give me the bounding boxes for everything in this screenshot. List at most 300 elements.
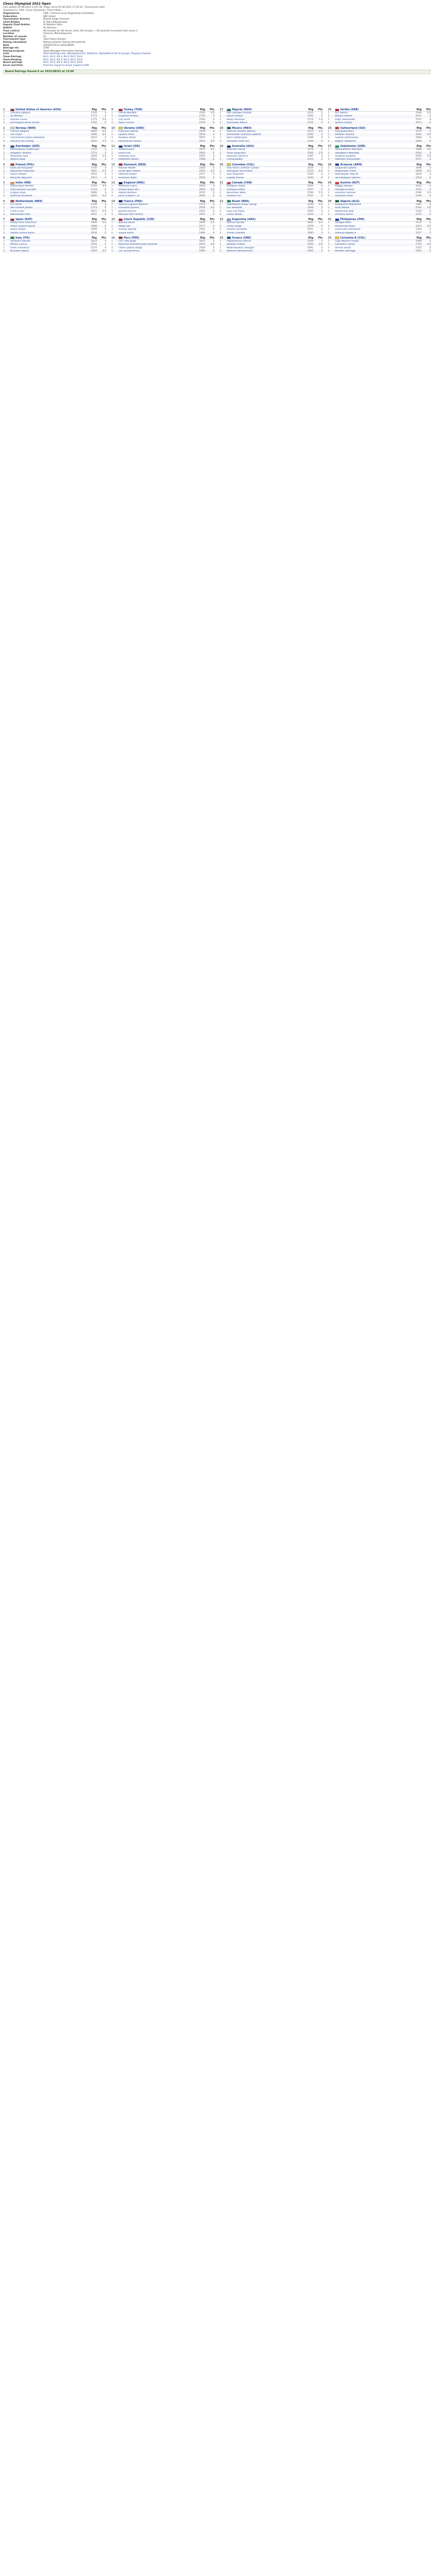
board-number: 2 bbox=[3, 151, 5, 155]
player-name-link[interactable]: Sargissian Gabriel bbox=[335, 166, 357, 170]
team-name-link[interactable]: Austria (AUT) bbox=[340, 181, 360, 185]
player-name-link[interactable]: Fier Alexandr bbox=[227, 207, 243, 210]
player-name-link[interactable]: Martinez Alcantara Jose Eduardo bbox=[119, 243, 157, 246]
player-name-link[interactable]: Adu Oladapo Olutola bbox=[227, 112, 252, 114]
player-name-link[interactable]: Peralta Fernando bbox=[227, 228, 247, 231]
player-name-link[interactable]: Arab Adlane bbox=[335, 207, 350, 210]
player-name-link[interactable]: Garcia Jan Emmanuel bbox=[335, 228, 361, 231]
player-rating: 2720 bbox=[199, 115, 205, 118]
team-name-link[interactable]: Netherlands (NED) bbox=[15, 199, 43, 203]
board-number: 3 bbox=[3, 246, 5, 249]
team-points-header: Pts bbox=[101, 108, 106, 111]
player-name-link[interactable]: Smith Bjorn Moller bbox=[119, 170, 141, 173]
player-name-link[interactable]: Aydin Gulsen bbox=[119, 122, 134, 125]
player-name-link[interactable]: Hansen Martin bbox=[119, 166, 136, 170]
flag-icon bbox=[10, 163, 14, 166]
player-name-link[interactable]: Leitao Rafael bbox=[227, 213, 242, 216]
board-number: 1 bbox=[3, 222, 5, 225]
board-number: 1 bbox=[111, 222, 113, 225]
board-number: 1 bbox=[3, 240, 5, 243]
player-name-link[interactable]: Markidis Konstantinos bbox=[227, 250, 253, 253]
player-name-link[interactable]: Lugo Navarro Felipe bbox=[335, 240, 359, 243]
player-name-link[interactable]: Bacrot Etienne bbox=[119, 210, 136, 213]
player-name-link[interactable]: Johansen Darryl K bbox=[227, 155, 248, 158]
player-score: 3.5 bbox=[102, 130, 106, 133]
player-name-link[interactable]: Korobov Anton bbox=[119, 137, 136, 140]
team-name-link[interactable]: Turkey (TUR) bbox=[124, 108, 143, 111]
board-number: 4 bbox=[3, 158, 5, 161]
player-name-link[interactable]: Anton Guijarro David bbox=[10, 225, 36, 228]
team-name-link[interactable]: Algeria (ALG) bbox=[340, 199, 360, 203]
team-seed: 23 bbox=[220, 218, 223, 222]
player-name-link[interactable]: Hernandez Guerrero Gilberto bbox=[227, 133, 261, 136]
player-score: 1.5 bbox=[427, 207, 431, 210]
team-name-link[interactable]: Argentina (ARG) bbox=[232, 218, 256, 222]
player-name-link[interactable]: Arenas David bbox=[335, 246, 351, 249]
player-name-link[interactable]: Yilmaz Mustafa bbox=[119, 112, 137, 114]
team-rating-header: Rtg bbox=[416, 236, 422, 240]
player-rating: 2557 bbox=[415, 158, 422, 161]
player-name-link[interactable]: L'Ami Erwin bbox=[10, 210, 24, 213]
player-name-link[interactable]: Sarana Alexey bbox=[335, 122, 352, 125]
player-name-link[interactable]: Sambuev Bator bbox=[227, 188, 245, 191]
player-name-link[interactable]: Supi Luis Paulo bbox=[227, 210, 245, 213]
info-value: IA (Various) bbox=[43, 26, 57, 29]
player-name-link[interactable]: Zermani Kamel bbox=[335, 213, 354, 216]
player-name-link[interactable]: Gelfand Boris bbox=[119, 148, 135, 151]
player-score: 2.5 bbox=[210, 207, 214, 210]
player-name-link[interactable]: Rios Alejandro bbox=[227, 173, 244, 176]
team-name-link[interactable]: Nigeria (NGR) bbox=[232, 108, 252, 111]
player-name-link[interactable]: Howell David W L bbox=[119, 188, 140, 191]
player-name-link[interactable]: Schreiner Peter bbox=[335, 195, 354, 198]
player-score: 2 bbox=[429, 240, 431, 243]
player-name-link[interactable]: Eljanov Pavel bbox=[119, 133, 135, 136]
team-block bbox=[328, 145, 431, 162]
player-name-link[interactable]: Bluvshtein Mark bbox=[227, 192, 246, 195]
flag-icon bbox=[227, 163, 231, 166]
flag-icon bbox=[119, 200, 123, 202]
player-score: 2 bbox=[321, 166, 323, 170]
player-name-link[interactable]: Vallejo Pons Francisco bbox=[10, 222, 37, 225]
tournament-links bbox=[3, 53, 431, 67]
team-header bbox=[111, 163, 214, 167]
team-name-link[interactable]: United States of America (USA) bbox=[15, 108, 61, 111]
player-name-link[interactable]: Ragger Markus bbox=[335, 185, 353, 188]
player-name-link[interactable]: Duda Jan-Krzysztof bbox=[10, 166, 33, 170]
player-name-link[interactable]: McShane Luke J bbox=[119, 185, 137, 188]
board-number: 4 bbox=[220, 195, 221, 198]
player-name-link[interactable]: Cori Tello Jorge bbox=[119, 240, 137, 243]
player-rating: 2561 bbox=[199, 228, 205, 231]
player-name-link[interactable]: Gukesh Dommaraju bbox=[335, 137, 359, 140]
player-name-link[interactable]: Bogner Sebastian bbox=[335, 140, 356, 143]
player-rating: 2652 bbox=[307, 185, 313, 188]
player-name-link[interactable]: Ter-Sahakyan Samvel bbox=[335, 176, 360, 179]
player-score: 2.5 bbox=[102, 155, 106, 158]
player-name-link[interactable]: Van Foreest Jorden bbox=[10, 207, 32, 210]
team-points-header: Pts bbox=[209, 236, 214, 240]
team-name-link[interactable]: Czech Republic (CZE) bbox=[124, 218, 155, 222]
player-rating: 2689 bbox=[91, 192, 97, 195]
board-number: 2 bbox=[328, 207, 329, 210]
player-name-link[interactable]: Indjic Aleksandar bbox=[335, 118, 356, 121]
player-name-link[interactable]: Gonzalez Camilo bbox=[335, 243, 355, 246]
flag-icon bbox=[119, 163, 123, 166]
player-name-link[interactable]: Abdusattorov Nodirbek bbox=[335, 148, 363, 151]
player-name-link[interactable]: Papaioannou Ioannis bbox=[227, 240, 252, 243]
board-number: 4 bbox=[220, 122, 221, 125]
player-name-link[interactable]: Bersamina Paulo bbox=[335, 225, 355, 228]
board-number: 3 bbox=[3, 210, 5, 213]
player-name-link[interactable]: Caruana Fabiano bbox=[10, 112, 30, 114]
player-score: 2 bbox=[429, 130, 431, 133]
player-name-link[interactable]: Erigaisi Arjun bbox=[10, 192, 26, 195]
team-points-header: Pts bbox=[101, 145, 106, 148]
link-value[interactable]: Rd.1, Rd.2, Rd.3, Rd.4, Rd.5, Rd.6 bbox=[43, 61, 82, 64]
team-name-link[interactable]: Serbia (SRB) bbox=[340, 108, 359, 111]
player-rating: 2623 bbox=[91, 240, 97, 243]
board-number: 3 bbox=[328, 173, 329, 176]
board-number: 3 bbox=[111, 118, 113, 121]
player-score: 2 bbox=[213, 246, 214, 249]
player-rating: 2569 bbox=[307, 240, 313, 243]
player-name-link[interactable]: Zhao Zong-Yuan bbox=[227, 151, 246, 155]
player-name-link[interactable]: Mareco Sandro bbox=[227, 222, 245, 225]
player-name-link[interactable]: Ivanchuk Vassily bbox=[119, 130, 138, 133]
player-name-link[interactable]: Brunello Sabino bbox=[10, 250, 29, 253]
player-name-link[interactable]: Zapata Alonso bbox=[227, 176, 244, 179]
player-score: 3 bbox=[213, 155, 214, 158]
team-name-link[interactable]: France (FRA) bbox=[124, 199, 143, 203]
player-name-link[interactable]: Rodriguez Vila Andres bbox=[227, 170, 253, 173]
team-name-link[interactable]: Greece (GRE) bbox=[232, 236, 252, 240]
team-block bbox=[328, 127, 431, 144]
player-name-link[interactable]: Piorun Kacper bbox=[10, 173, 27, 176]
player-name-link[interactable]: Diermair Andreas bbox=[335, 192, 356, 195]
player-name-link[interactable]: Shirov Alexei bbox=[10, 228, 26, 231]
player-name-link[interactable]: Cheng Bobby bbox=[227, 158, 243, 161]
team-block bbox=[220, 218, 323, 235]
player-rating: 2574 bbox=[91, 246, 97, 249]
player-name-link[interactable]: Petersen Jesper bbox=[119, 173, 137, 176]
team-name-link[interactable]: Philippines (PHI) bbox=[340, 218, 365, 222]
team-name-link[interactable]: India (IND) bbox=[15, 181, 31, 185]
player-name-link[interactable]: Ruiz Castillo Juan bbox=[227, 137, 247, 140]
team-points-header: Pts bbox=[209, 126, 214, 130]
team-name-link[interactable]: Italy (ITA) bbox=[15, 236, 30, 240]
player-name-link[interactable]: Cori Quispe Kevin bbox=[119, 250, 140, 253]
player-rating: 2584 bbox=[415, 140, 422, 143]
player-name-link[interactable]: Vachier-Lagrave Maxime bbox=[119, 203, 148, 206]
player-name-link[interactable]: Moroni Luca Jr bbox=[10, 243, 27, 246]
flag-icon bbox=[335, 109, 339, 111]
team-name-link[interactable]: Armenia (ARM) bbox=[340, 163, 362, 166]
player-name-link[interactable]: Daniel Anwuli bbox=[227, 115, 243, 118]
pairings-columns bbox=[3, 108, 431, 2576]
link-value[interactable]: Rd.1, Rd.2, Rd.3, Rd.4, Rd.5, Rd.6 bbox=[43, 55, 82, 58]
team-seed: 3 bbox=[3, 145, 5, 148]
player-name-link[interactable]: Abasov Nijat bbox=[10, 158, 25, 161]
player-name-link[interactable]: Carlsen Magnus bbox=[10, 130, 29, 133]
player-name-link[interactable]: Warmerdam Max bbox=[10, 213, 31, 216]
player-name-link[interactable]: Navara David bbox=[119, 222, 135, 225]
team-rating-header: Rtg bbox=[92, 181, 97, 185]
team-header bbox=[3, 236, 106, 240]
team-block bbox=[111, 127, 214, 144]
player-score: 2 bbox=[105, 151, 106, 155]
player-name-link[interactable]: Vojtek Jan bbox=[119, 225, 130, 228]
team-header bbox=[111, 200, 214, 204]
player-name-link[interactable]: Mamedyarov Shakhriyar bbox=[10, 148, 40, 151]
player-rating: 2576 bbox=[307, 225, 313, 228]
team-block bbox=[3, 127, 106, 144]
player-name-link[interactable]: Ivic Velimir bbox=[335, 112, 348, 114]
player-name-link[interactable]: Pelletier Yannick bbox=[335, 133, 355, 136]
board-number: 2 bbox=[111, 207, 113, 210]
player-score: 2 bbox=[105, 115, 106, 118]
team-block bbox=[3, 218, 106, 235]
board-number: 1 bbox=[3, 203, 5, 206]
player-score: 3 bbox=[213, 203, 214, 206]
team-block bbox=[220, 181, 323, 198]
team-name-link[interactable]: Canada (CAN) bbox=[232, 181, 252, 185]
player-score: 2 bbox=[213, 225, 214, 228]
player-rating: 2354 bbox=[415, 228, 422, 231]
player-name-link[interactable]: Andersen Mads bbox=[119, 176, 137, 179]
board-number: 4 bbox=[3, 213, 5, 216]
player-name-link[interactable]: Tristan Leandro bbox=[227, 231, 245, 234]
player-name-link[interactable]: Radjabov Teimour bbox=[10, 151, 32, 155]
player-name-link[interactable]: Sulava Kamil bbox=[119, 231, 134, 234]
board-number: 1 bbox=[328, 185, 329, 188]
player-name-link[interactable]: Sasikiran Krishnan bbox=[10, 195, 32, 198]
board-number: 1 bbox=[3, 112, 5, 114]
team-name-link[interactable]: Colombia B (COL) bbox=[340, 236, 366, 240]
team-points-header: Pts bbox=[318, 236, 323, 240]
player-rating: 2571 bbox=[415, 130, 422, 133]
team-block bbox=[328, 181, 431, 198]
team-header bbox=[220, 200, 323, 204]
player-name-link[interactable]: Georgiadis Nico bbox=[335, 130, 354, 133]
player-name-link[interactable]: Banikas Hristos bbox=[227, 243, 245, 246]
player-name-link[interactable]: Adams Michael bbox=[119, 192, 137, 195]
player-name-link[interactable]: Bolaji Odunayo bbox=[227, 118, 245, 121]
player-name-link[interactable]: Izuchukwu Kelvin bbox=[227, 122, 247, 125]
player-score: 2 bbox=[321, 207, 323, 210]
player-name-link[interactable]: Vocaturo Daniele bbox=[10, 240, 31, 243]
player-name-link[interactable]: Antonio Rogelio Jr bbox=[335, 231, 356, 234]
player-row bbox=[220, 158, 323, 161]
team-name-link[interactable]: Spain (ESP) bbox=[15, 218, 32, 222]
player-rating: 2612 bbox=[91, 176, 97, 179]
link-value[interactable]: Print list, Export to Excel, Export to PDF bbox=[43, 64, 90, 67]
player-rating: 2676 bbox=[199, 148, 205, 151]
team-rating-header: Rtg bbox=[416, 199, 422, 203]
player-name-link[interactable]: Moranda Wojciech bbox=[10, 176, 32, 179]
link-value[interactable]: Rd.1, Rd.2, Rd.3, Rd.4, Rd.5, Rd.6 bbox=[43, 58, 82, 61]
player-score: 2.5 bbox=[427, 243, 431, 246]
board-number: 2 bbox=[111, 133, 113, 136]
board-number: 4 bbox=[111, 158, 113, 161]
player-score: 3 bbox=[213, 185, 214, 188]
team-name-link[interactable]: Azerbaijan (AZE) bbox=[15, 145, 40, 148]
team-name-link[interactable]: England (ENG) bbox=[124, 181, 145, 185]
team-name-link[interactable]: Denmark (DEN) bbox=[124, 163, 146, 166]
player-name-link[interactable]: Mendez Santiago bbox=[335, 250, 356, 253]
flag-icon bbox=[335, 163, 339, 166]
player-name-link[interactable]: Harikrishna Pentala bbox=[10, 185, 34, 188]
board-number: 4 bbox=[111, 176, 113, 179]
player-name-link[interactable]: Can Emre bbox=[119, 118, 130, 121]
player-name-link[interactable]: Flores Diego bbox=[227, 225, 242, 228]
player-rating: 2576 bbox=[199, 122, 205, 125]
team-name-link[interactable]: Mexico (MEX) bbox=[232, 126, 252, 130]
player-rating: 2351 bbox=[415, 207, 422, 210]
player-name-link[interactable]: Ponomariov Ruslan bbox=[119, 140, 141, 143]
player-rating: 2624 bbox=[415, 173, 422, 176]
team-points-header: Pts bbox=[318, 218, 323, 222]
player-name-link[interactable]: Santos Latasa Jaime bbox=[10, 231, 35, 234]
player-row bbox=[111, 195, 214, 198]
player-rating: 2637 bbox=[91, 213, 97, 216]
team-header bbox=[328, 127, 431, 130]
player-name-link[interactable]: Hracek Zbynek bbox=[119, 228, 137, 231]
board-number: 4 bbox=[3, 195, 5, 198]
player-rating: 2551 bbox=[199, 213, 205, 216]
player-name-link[interactable]: Kovalyov Anton bbox=[227, 185, 245, 188]
player-name-link[interactable]: Mekhitarian Krikor Sevag bbox=[227, 203, 257, 206]
round-label: Board Pairings Round 6 on 2022/08/03 at 15:00 bbox=[3, 70, 431, 74]
player-rating: 2775 bbox=[91, 118, 97, 121]
player-name-link[interactable]: Sonis Francesco bbox=[10, 246, 29, 249]
player-name-link[interactable]: Vidit Santosh Gujrathi bbox=[10, 188, 37, 191]
player-name-link[interactable]: Bellahcene Bilel bbox=[335, 210, 354, 213]
player-name-link[interactable]: Smerdon David bbox=[227, 148, 245, 151]
player-name-link[interactable]: Markus Robert bbox=[335, 115, 353, 118]
team-name-link[interactable]: Colombia (COL) bbox=[232, 163, 255, 166]
player-score: 2 bbox=[429, 210, 431, 213]
board-number: 3 bbox=[220, 118, 221, 121]
player-name-link[interactable]: Christiansen Johan-Sebastian bbox=[10, 137, 45, 140]
player-name-link[interactable]: Paragua Mark bbox=[335, 222, 352, 225]
player-rating: 2545 bbox=[307, 133, 313, 136]
team-name-link[interactable]: Ukraine (UKR) bbox=[124, 126, 144, 130]
team-name-link[interactable]: Brazil (BRA) bbox=[232, 199, 249, 203]
player-name-link[interactable]: Rios Parra Cristhian Camilo bbox=[227, 166, 259, 170]
player-score: 2 bbox=[429, 222, 431, 225]
player-score: 2 bbox=[321, 155, 323, 158]
board-number: 3 bbox=[3, 173, 5, 176]
board-number: 2 bbox=[111, 188, 113, 191]
player-name-link[interactable]: Maurizzi Marc'andria bbox=[119, 213, 143, 216]
team-header bbox=[220, 127, 323, 130]
player-name-link[interactable]: Smirin Ilia bbox=[119, 151, 130, 155]
player-score: 3 bbox=[429, 173, 431, 176]
team-name-link[interactable]: Israel (ISR) bbox=[124, 145, 140, 148]
player-rating: 2632 bbox=[91, 158, 97, 161]
player-name-link[interactable]: Sutovsky Emil bbox=[119, 155, 136, 158]
team-rating-header: Rtg bbox=[92, 199, 97, 203]
team-seed: 7 bbox=[3, 218, 5, 222]
team-points-header: Pts bbox=[101, 199, 106, 203]
team-name-link[interactable]: Norway (NOR) bbox=[15, 126, 36, 130]
player-rating: 2577 bbox=[199, 225, 205, 228]
board-number: 3 bbox=[111, 246, 113, 249]
player-name-link[interactable]: Aronian Levon bbox=[10, 118, 27, 121]
board-number: 3 bbox=[3, 118, 5, 121]
player-score: 2 bbox=[213, 151, 214, 155]
info-key: Rating calculation bbox=[3, 41, 27, 44]
player-name-link[interactable]: Esipenko Andrey bbox=[119, 115, 139, 118]
player-name-link[interactable]: Ramirez Alvarez Alfonso bbox=[227, 130, 256, 133]
board-number: 1 bbox=[3, 185, 5, 188]
player-name-link[interactable]: Dominguez Perez Leinier bbox=[10, 122, 40, 125]
team-name-link[interactable]: Peru (PER) bbox=[124, 236, 140, 240]
board-number: 4 bbox=[328, 213, 329, 216]
player-name-link[interactable]: Mamedov Rauf bbox=[10, 155, 28, 158]
player-name-link[interactable]: Tari Aryan bbox=[10, 133, 22, 136]
info-key: Location bbox=[3, 32, 14, 36]
player-score: 2 bbox=[429, 137, 431, 140]
page-header bbox=[0, 0, 434, 68]
player-name-link[interactable]: Haddouche Mohamed bbox=[335, 203, 361, 206]
player-name-link[interactable]: Wojtaszek Radoslaw bbox=[10, 170, 35, 173]
player-rating: 2698 bbox=[415, 166, 422, 170]
team-name-link[interactable]: Poland (POL) bbox=[15, 163, 35, 166]
link-value[interactable]: Team-Starting rank, Alphabetical list, Statistics, Alphabetical list all groups, Playing schedule bbox=[43, 53, 151, 56]
board-number: 1 bbox=[328, 148, 329, 151]
player-name-link[interactable]: Shengelia Davit bbox=[335, 188, 354, 191]
player-score: 3 bbox=[429, 166, 431, 170]
player-name-link[interactable]: Sindarov Javokhir bbox=[335, 155, 356, 158]
player-name-link[interactable]: Gonzalez Vidal Yuri bbox=[227, 140, 249, 143]
player-name-link[interactable]: Vokhidov Shamsiddin bbox=[335, 158, 361, 161]
board-number: 3 bbox=[3, 228, 5, 231]
player-score: 2 bbox=[321, 122, 323, 125]
player-name-link[interactable]: Hammer Jon Ludvig bbox=[10, 140, 34, 143]
player-name-link[interactable]: Flores Quillas Diego bbox=[119, 246, 142, 249]
player-score: 3 bbox=[213, 231, 214, 234]
player-score: 3 bbox=[105, 176, 106, 179]
player-name-link[interactable]: Hansen Eric bbox=[227, 195, 241, 198]
player-score: 2 bbox=[321, 173, 323, 176]
player-name-link[interactable]: Giri Anish bbox=[10, 203, 22, 206]
player-name-link[interactable]: Yakubboev Nodirbek bbox=[335, 151, 359, 155]
player-name-link[interactable]: Martirosyan Haik M. bbox=[335, 173, 359, 176]
player-row bbox=[3, 213, 106, 216]
board-number: 4 bbox=[111, 250, 113, 253]
player-score: 2 bbox=[429, 250, 431, 253]
team-name-link[interactable]: Uzbekistan (UZB) bbox=[340, 145, 366, 148]
player-rating: 2465 bbox=[307, 250, 313, 253]
player-name-link[interactable]: So Wesley bbox=[10, 115, 23, 118]
player-name-link[interactable]: Melkumyan Hrant bbox=[335, 170, 356, 173]
team-points-header: Pts bbox=[209, 181, 214, 185]
player-name-link[interactable]: Mastrokoukos Georgios bbox=[227, 246, 255, 249]
player-name-link[interactable]: Rodshtein Maxim bbox=[119, 158, 139, 161]
player-name-link[interactable]: Fressinet Laurent bbox=[119, 207, 139, 210]
team-name-link[interactable]: Australia (AUS) bbox=[232, 145, 255, 148]
team-block bbox=[220, 200, 323, 217]
player-name-link[interactable]: Jones Gawain C B bbox=[119, 195, 140, 198]
team-rating-header: Rtg bbox=[308, 218, 313, 222]
player-rating: 2691 bbox=[91, 170, 97, 173]
player-rating: 2745 bbox=[91, 122, 97, 125]
player-score: 2.5 bbox=[319, 243, 323, 246]
board-number: 2 bbox=[328, 188, 329, 191]
team-name-link[interactable]: Switzerland (SUI) bbox=[340, 126, 366, 130]
